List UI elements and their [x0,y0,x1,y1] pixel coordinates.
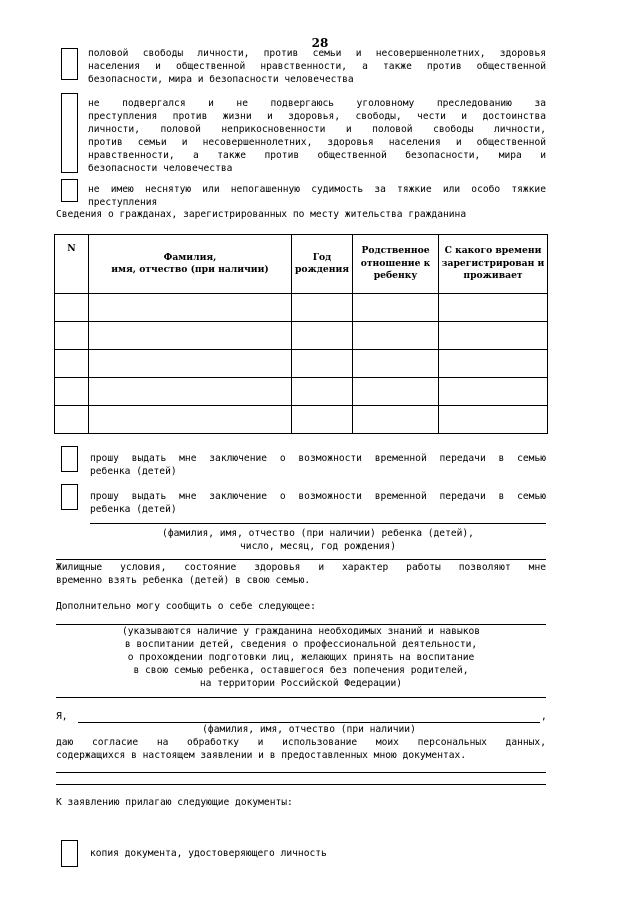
item-1-line-3: безопасности, мира и безопасности человечества [88,74,354,85]
item-3-line-1: не имею неснятую или непогашенную судимость за тяжкие или особо тяжкие [88,184,546,195]
item-2-line-2: преступления против жизни и здоровья, свободы, чести и достоинства [88,111,546,122]
item-1-line-2: населения и общественной нравственности, а также против общественной [88,61,546,72]
consent-name-line[interactable] [78,722,540,723]
housing-divider [56,559,546,560]
col-header-number-text: N [67,243,76,254]
checkbox-request-2[interactable] [61,484,78,510]
request-2-line-2: ребенка (детей) [90,504,177,515]
table-cell[interactable] [292,322,353,350]
table-cell[interactable] [292,406,353,434]
table-cell[interactable] [55,322,89,350]
item-2-line-6: безопасности человечества [88,163,233,174]
col-header-registered-since-text: С какого времени зарегистрирован и проживает [441,245,545,282]
col-header-name [89,235,292,294]
table-row [55,294,548,322]
table-cell[interactable] [353,350,439,378]
col-header-registered-since [439,235,548,294]
request-2-line-1: прошу выдать мне заключение о возможности временной передачи в семью [90,491,546,502]
residents-heading: Сведения о гражданах, зарегистрированных по месту жительства гражданина [56,209,467,220]
table-cell[interactable] [292,294,353,322]
table-cell[interactable] [55,350,89,378]
table-cell[interactable] [55,406,89,434]
additional-caption-line-4: в свою семью ребенка, оставшегося без попечения родителей, [133,665,469,676]
child-caption-line-1: (фамилия, имя, отчество (при наличии) ребенка (детей), [162,528,474,539]
table-cell[interactable] [55,294,89,322]
col-header-name-text: Фамилия, имя, отчество (при наличии) [111,251,269,275]
table-cell[interactable] [89,294,292,322]
table-cell[interactable] [439,378,548,406]
col-header-birth-year-text: Год рождения [294,251,350,275]
table-cell[interactable] [439,294,548,322]
consent-line-2: содержащихся в настоящем заявлении и в предоставленных мною документах. [56,750,467,761]
table-cell[interactable] [292,378,353,406]
table-cell[interactable] [353,322,439,350]
item-2-line-4: против семьи и несовершеннолетних, здоровья населения и общественной [88,137,546,148]
table-cell[interactable] [55,378,89,406]
consent-fill-line-1[interactable] [56,772,546,773]
table-header-row [55,235,548,294]
col-header-relation-text: Родственное отношение к ребенку [360,245,431,282]
table-cell[interactable] [353,378,439,406]
table-row [55,406,548,434]
document-item-label: копия документа, удостоверяющего личность [90,848,327,859]
col-header-relation [353,235,439,294]
request-1-line-2: ребенка (детей) [90,466,177,477]
col-header-birth-year [292,235,353,294]
additional-heading: Дополнительно могу сообщить о себе следующее: [56,601,316,612]
table-cell[interactable] [89,406,292,434]
table-cell[interactable] [89,378,292,406]
item-3-line-2: преступления [88,197,158,208]
table-cell[interactable] [439,350,548,378]
consent-line-1: даю согласие на обработку и использование моих персональных данных, [56,737,546,748]
consent-caption: (фамилия, имя, отчество (при наличии) [202,724,416,735]
additional-fill-line[interactable] [56,624,546,625]
child-caption-line-2: число, месяц, год рождения) [240,541,396,552]
additional-fill-line-2[interactable] [56,697,546,698]
item-2-line-3: личности, половой неприкосновенности и половой свободы личности, [88,124,546,135]
documents-heading: К заявлению прилагаю следующие документы: [56,797,293,808]
consent-fill-line-2[interactable] [56,784,546,785]
additional-caption-line-2: в воспитании детей, сведения о профессиональной деятельности, [124,639,478,650]
checkbox-document-id[interactable] [61,840,78,867]
table-cell[interactable] [89,322,292,350]
consent-prefix: Я, [56,711,68,722]
item-2-line-5: нравственности, а также против общественной безопасности, мира и [88,150,546,161]
table-cell[interactable] [353,406,439,434]
child-fill-line[interactable] [90,523,546,524]
checkbox-item-1[interactable] [61,48,78,80]
consent-suffix: , [541,711,547,722]
table-cell[interactable] [292,350,353,378]
additional-caption-line-5: на территории Российской Федерации) [199,678,403,689]
additional-caption-line-1: (указываются наличие у гражданина необходимых знаний и навыков [121,626,481,637]
checkbox-request-1[interactable] [61,446,78,472]
table-cell[interactable] [353,294,439,322]
checkbox-item-3[interactable] [61,179,78,202]
request-1-line-1: прошу выдать мне заключение о возможности временной передачи в семью [90,453,546,464]
item-1-line-1: половой свободы личности, против семьи и несовершеннолетних, здоровья [88,48,546,59]
table-cell[interactable] [439,322,548,350]
col-header-number [55,235,89,294]
additional-caption-line-3: о прохождении подготовки лиц, желающих принять на воспитание [127,652,475,663]
table-cell[interactable] [89,350,292,378]
housing-line-1: Жилищные условия, состояние здоровья и характер работы позволяют мне [56,562,546,573]
item-2-line-1: не подвергался и не подвергаюсь уголовному преследованию за [88,98,546,109]
table-cell[interactable] [439,406,548,434]
table-row [55,378,548,406]
residents-table [54,234,548,434]
page-number: 28 [311,36,329,50]
housing-line-2: временно взять ребенка (детей) в свою семью. [56,575,311,586]
table-row [55,322,548,350]
table-row [55,350,548,378]
checkbox-item-2[interactable] [61,93,78,173]
